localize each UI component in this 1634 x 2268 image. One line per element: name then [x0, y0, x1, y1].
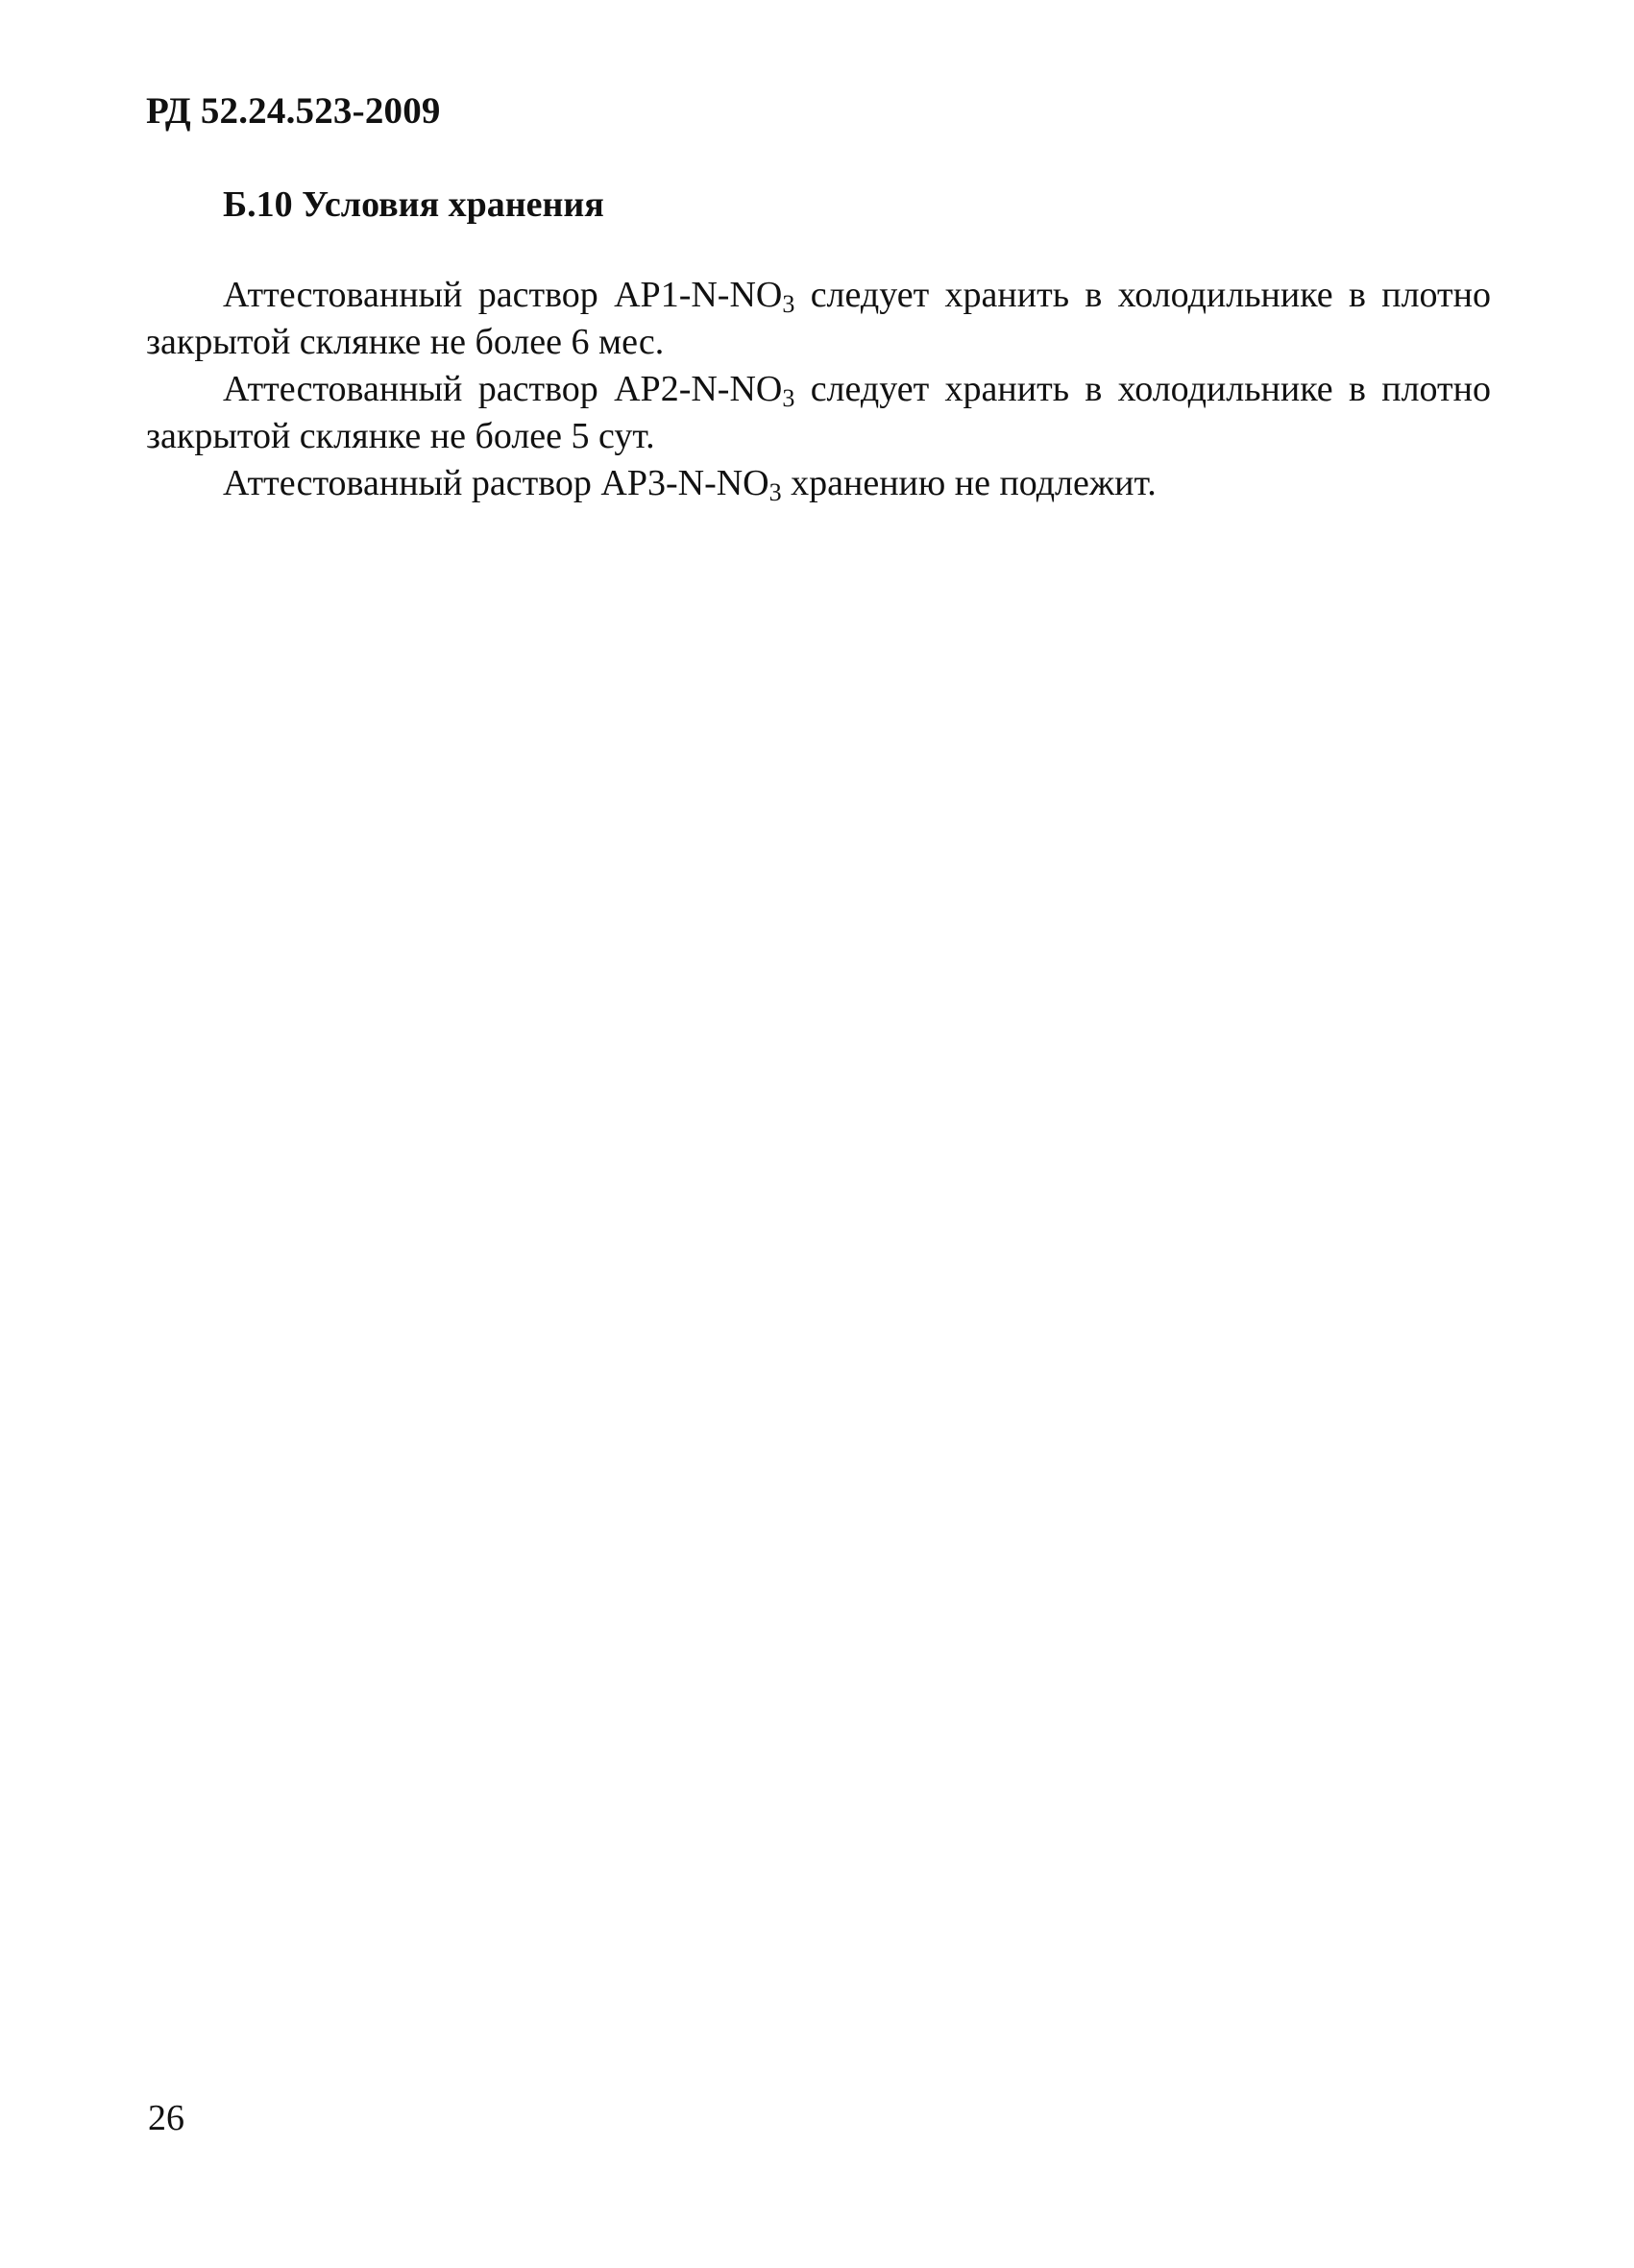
paragraph-ar1	[146, 272, 1491, 366]
subscript: 3	[768, 478, 782, 506]
subscript: 3	[782, 290, 795, 318]
paragraph-text: следует хранить в холодильнике в плотно закрытой склянке не более 5 сут.	[146, 369, 1491, 456]
paragraph-text: Аттестованный раствор АР1-N-NO	[223, 275, 783, 315]
paragraph-text: следует хранить в холодильнике в плотно закрытой склянке не более 6 мес.	[146, 275, 1491, 362]
page-number: 26	[148, 2098, 184, 2138]
paragraph-text: Аттестованный раствор АР2-N-NO	[223, 369, 783, 409]
paragraph-ar3	[146, 460, 1491, 507]
paragraph-text: Аттестованный раствор АР3-N-NO	[223, 463, 769, 503]
paragraph-ar2	[146, 366, 1491, 460]
body-text	[146, 272, 1491, 507]
document-code: РД 52.24.523-2009	[146, 90, 441, 132]
subscript: 3	[782, 384, 795, 412]
section-title: Б.10 Условия хранения	[223, 184, 604, 225]
paragraph-text: хранению не подлежит.	[781, 463, 1157, 503]
